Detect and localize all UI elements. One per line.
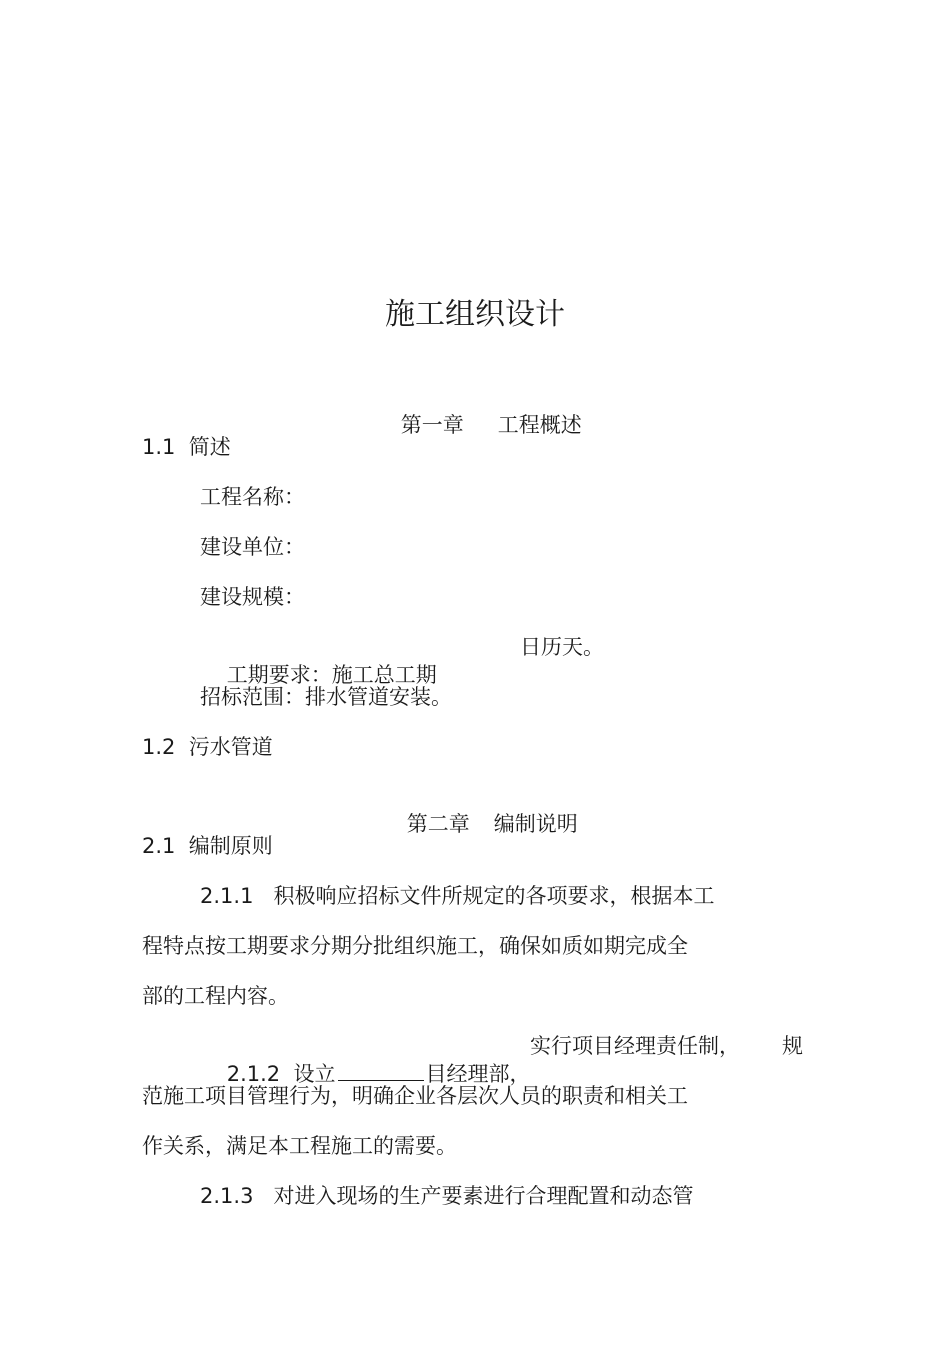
paragraph-2-1-2-mid2: 实行项目经理责任制， — [530, 1034, 740, 1058]
chapter-2-name: 编制说明 — [493, 812, 578, 836]
paragraph-2-1-2-prefix: 2.1.2 设立 — [226, 1062, 336, 1086]
paragraph-2-1-2-line-1 — [200, 1032, 531, 1086]
paragraph-2-1-1-line-1: 2.1.1 积极响应招标文件所规定的各项要求，根据本工 — [200, 884, 715, 908]
chapter-2-heading — [380, 782, 578, 866]
section-1-1-heading: 1.1 简述 — [142, 435, 231, 459]
field-period-label: 工期要求：施工总工期 — [226, 663, 437, 687]
chapter-1-name: 工程概述 — [497, 413, 582, 437]
field-project-name: 工程名称： — [200, 485, 305, 509]
paragraph-2-1-2-line-3: 作关系，满足本工程施工的需要。 — [142, 1134, 457, 1158]
paragraph-2-1-2-line-2: 范施工项目管理行为，明确企业各层次人员的职责和相关工 — [142, 1084, 688, 1108]
paragraph-2-1-3-line-1: 2.1.3 对进入现场的生产要素进行合理配置和动态管 — [200, 1184, 694, 1208]
section-1-2-heading: 1.2 污水管道 — [142, 735, 273, 759]
section-2-1-heading: 2.1 编制原则 — [142, 834, 273, 858]
field-owner: 建设单位： — [200, 535, 305, 559]
paragraph-2-1-1-line-2: 程特点按工期要求分期分批组织施工，确保如质如期完成全 — [142, 934, 688, 958]
chapter-1-heading — [374, 383, 582, 467]
chapter-2-label: 第二章 — [406, 812, 470, 836]
paragraph-2-1-1-line-3: 部的工程内容。 — [142, 984, 289, 1008]
fill-in-blank — [338, 1060, 424, 1081]
field-scope: 招标范围：排水管道安装。 — [200, 685, 452, 709]
paragraph-2-1-2-mid: 目经理部， — [425, 1062, 531, 1086]
document-title: 施工组织设计 — [385, 297, 565, 332]
field-period — [200, 633, 437, 687]
paragraph-2-1-2-end: 规 — [782, 1034, 803, 1058]
chapter-1-label: 第一章 — [400, 413, 464, 437]
field-scale: 建设规模： — [200, 585, 305, 609]
field-period-unit: 日历天。 — [520, 635, 604, 659]
